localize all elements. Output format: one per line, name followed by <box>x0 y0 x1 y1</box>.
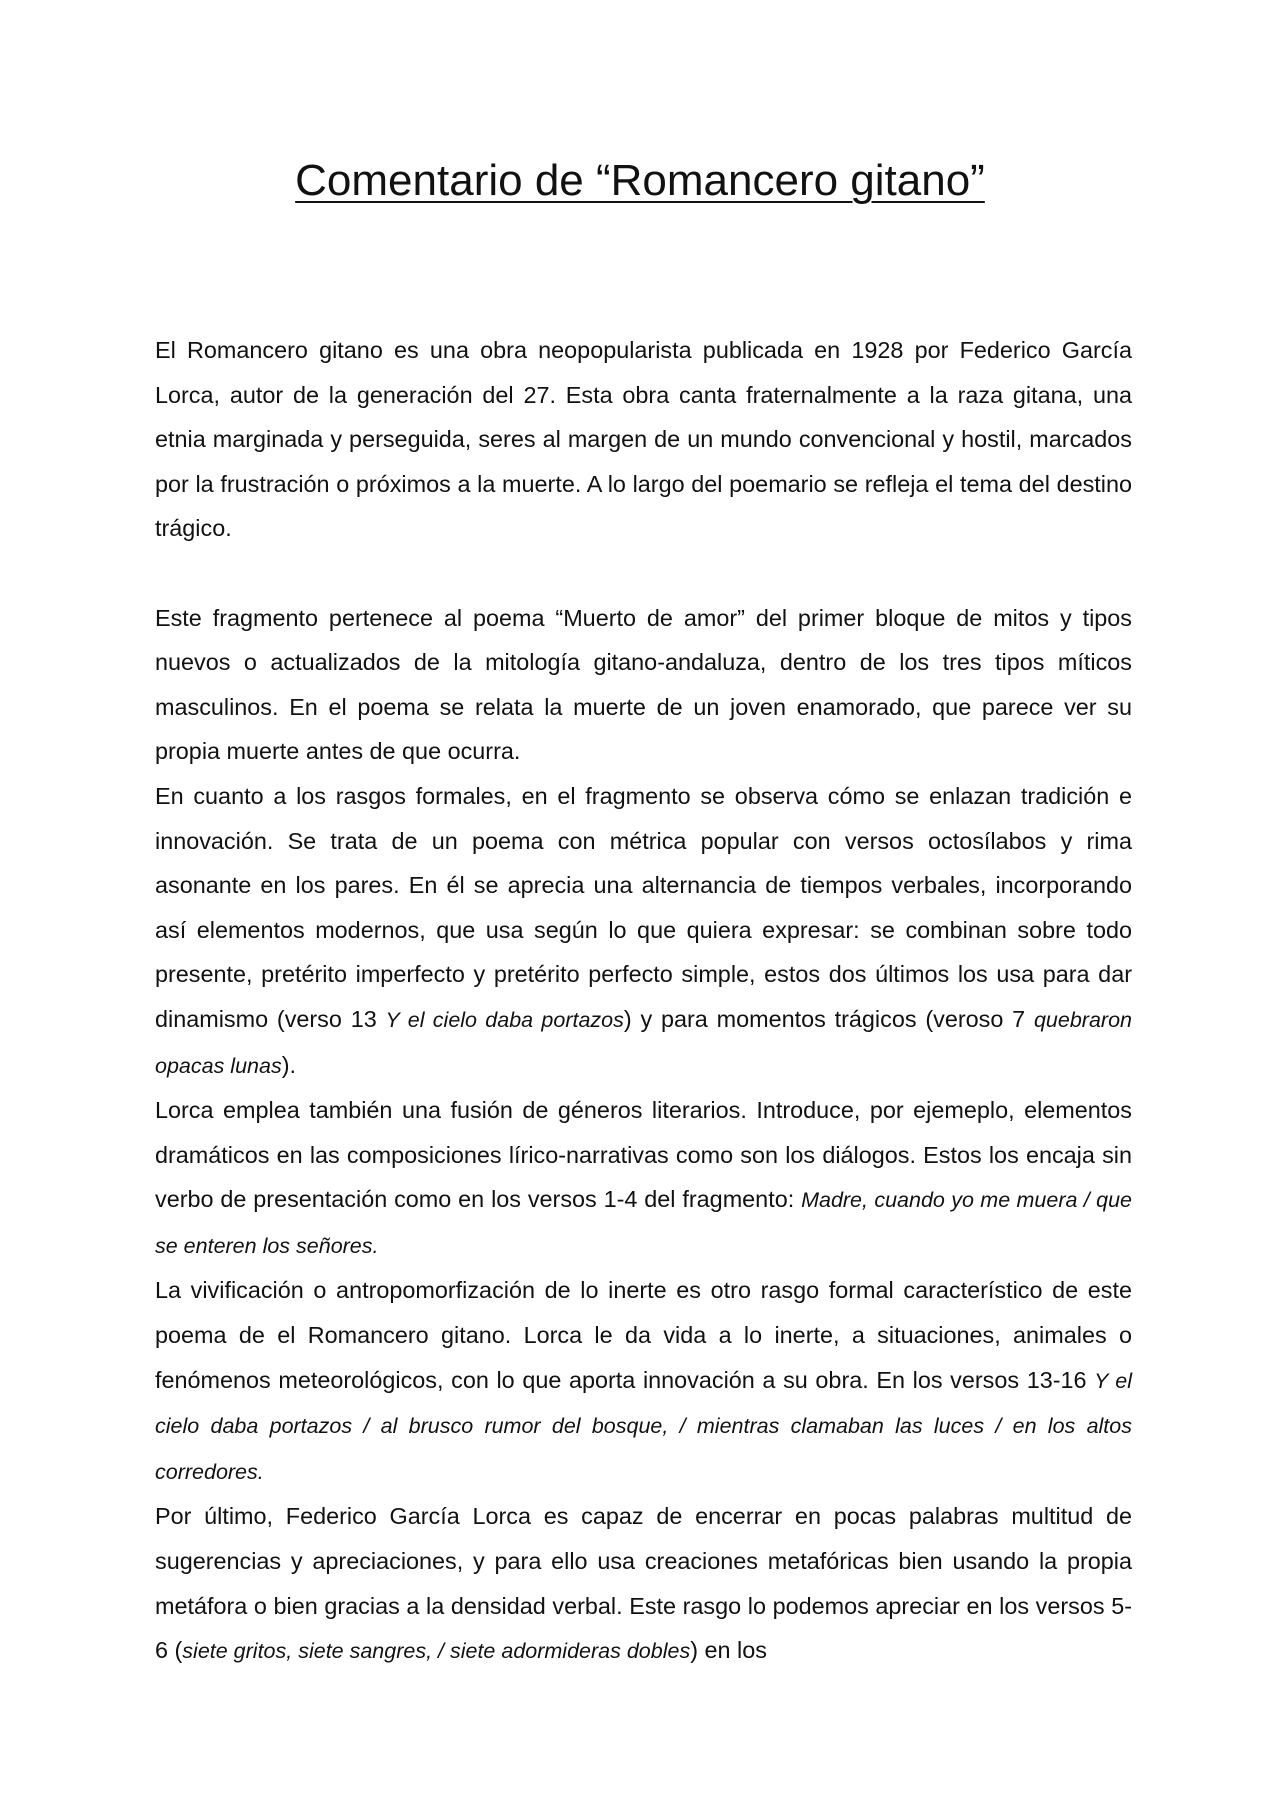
paragraph-text: En cuanto a los rasgos formales, en el fragmento se observa cómo se enlazan tradición e innovación. Se trata de un poema con métrica popular con versos octosílabos y rima asonante en los pares. En él se aprecia una alternancia de tiempos verbales, incorporando así elementos modernos, que usa según lo que quiera expresar: se combinan sobre todo presente, pretérito imperfecto y pretérito perfecto simple, estos dos últimos los usa para dar dinamismo (verso 13 <box>155 782 1132 1032</box>
verse-quote: Y el cielo daba portazos / al brusco rumor del bosque, / mientras clamaban las luces / en los altos corredores. <box>155 1368 1132 1484</box>
paragraph-metaphor <box>155 1494 1132 1673</box>
paragraph-fragment-context: Este fragmento pertenece al poema “Muerto de amor” del primer bloque de mitos y tipos nuevos o actualizados de la mitología gitano-andaluza, dentro de los tres tipos míticos masculinos. En el poema se relata la muerte de un joven enamorado, que parece ver su propia muerte antes de que ocurra. <box>155 604 1132 765</box>
document-title-text: Comentario de “Romancero gitano” <box>295 156 985 205</box>
paragraph-intro: El Romancero gitano es una obra neopopularista publicada en 1928 por Federico García Lorca, autor de la generación del 27. Esta obra canta fraternalmente a la raza gitana, una etnia marginada y perseguida, seres al margen de un mundo convencional y hostil, marcados por la frustración o próximos a la muerte. A lo largo del poemario se refleja el tema del destino trágico. <box>155 337 1132 542</box>
paragraph-text: ) y para momentos trágicos (veroso 7 <box>623 1005 1034 1032</box>
paragraph-text: Por último, Federico García Lorca es capaz de encerrar en pocas palabras multitud de sugerencias y apreciaciones, y para ello usa creaciones metafóricas bien usando la propia metáfora o bien gracias a la densidad verbal. Este rasgo lo podemos apreciar en los versos 5-6 ( <box>155 1503 1132 1664</box>
paragraph-text: ) en los <box>690 1637 767 1664</box>
paragraph-text: ). <box>281 1051 296 1078</box>
verse-quote: Y el cielo daba portazos <box>385 1007 624 1032</box>
paragraph-text: La vivificación o antropomorfización de lo inerte es otro rasgo formal característico de este poema de el Romancero gitano. Lorca le da vida a lo inerte, a situaciones, animales o fenómenos meteorológicos, con lo que aporta innovación a su obra. En los versos 13-16 <box>155 1277 1132 1393</box>
paragraph-formal-traits <box>155 774 1132 1088</box>
paragraph-vivification <box>155 1268 1132 1494</box>
paragraph-text: Lorca emplea también una fusión de géneros literarios. Introduce, por ejemeplo, elementos dramáticos en las composiciones lírico-narrativas como son los diálogos. Estos los encaja sin verbo de presentación como en los versos 1-4 del fragmento: <box>155 1097 1132 1213</box>
document-title <box>0 156 1280 206</box>
verse-quote: quebraron opacas lunas <box>155 1007 1132 1078</box>
document-body <box>155 328 1132 1674</box>
verse-quote: siete gritos, siete sangres, / siete adormideras dobles <box>182 1639 691 1664</box>
paragraph-genre-fusion <box>155 1088 1132 1268</box>
verse-quote: Madre, cuando yo me muera / que se enteren los señores. <box>155 1188 1132 1258</box>
